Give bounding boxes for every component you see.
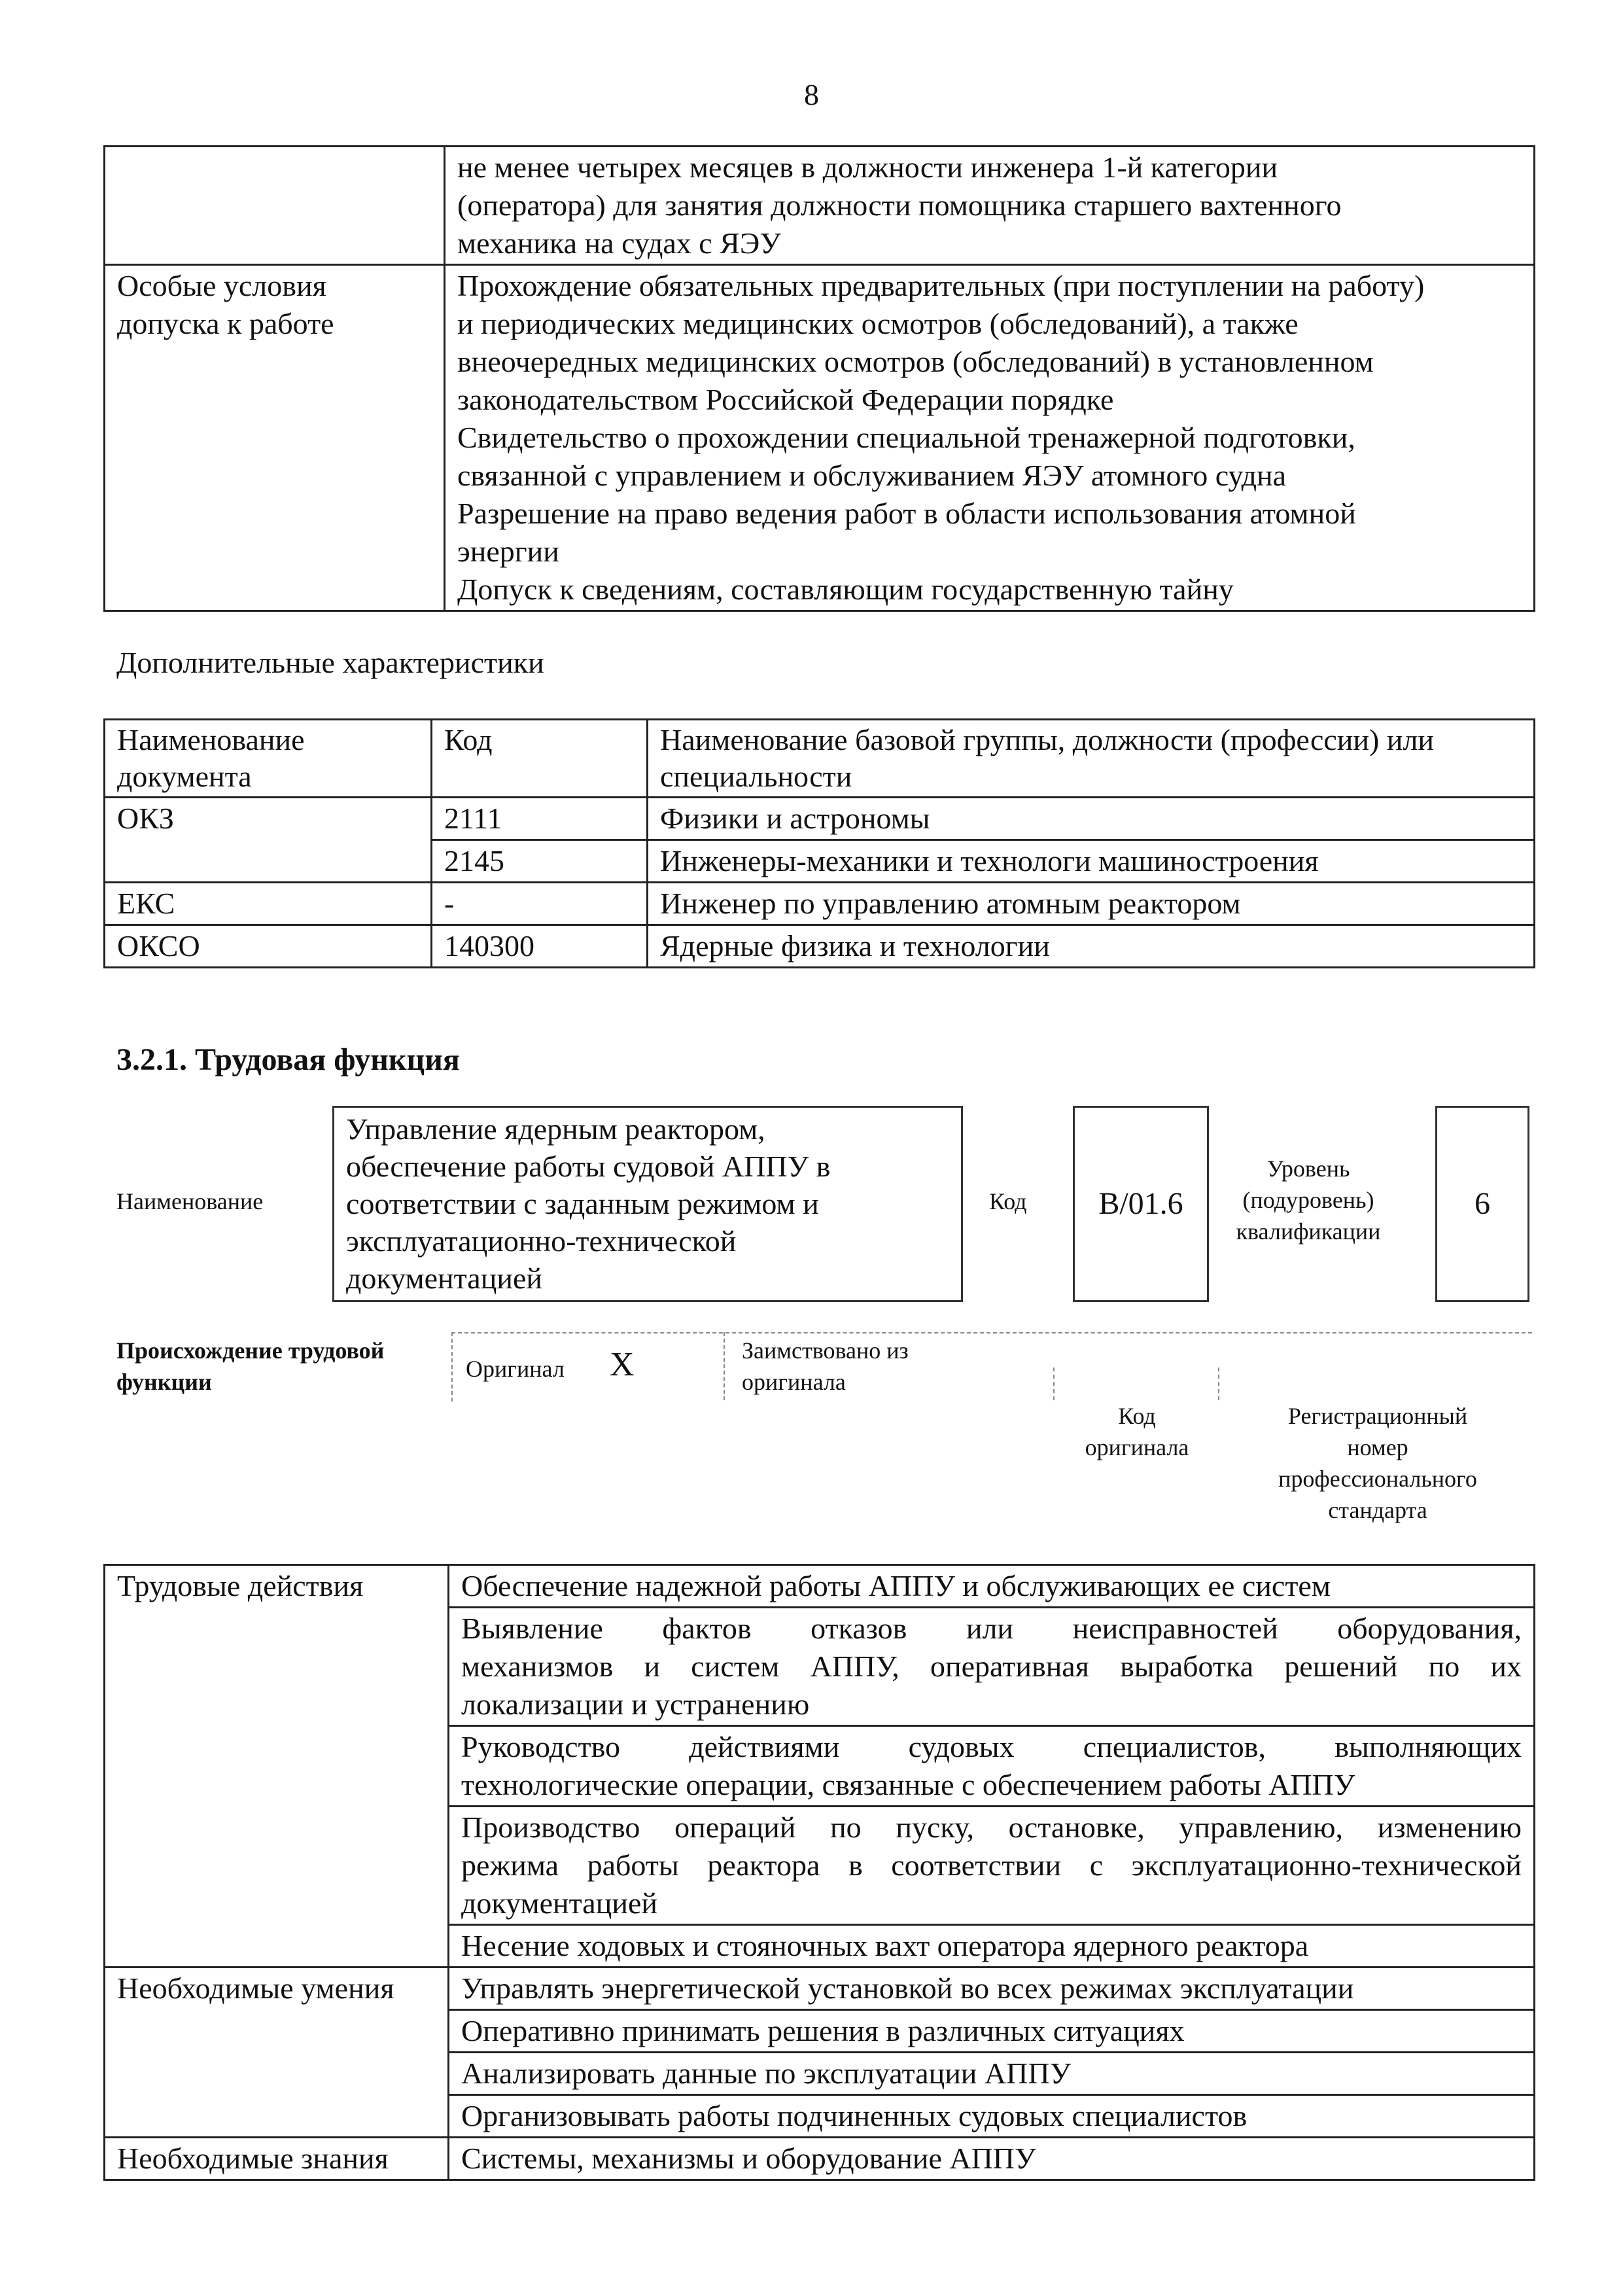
detail-cell: Оперативно принимать решения в различных ситуациях <box>449 2010 1535 2053</box>
name-label: Наименование <box>116 1188 264 1214</box>
experience-cell <box>445 147 1535 265</box>
origin-label: Происхождение трудовой функции <box>116 1337 385 1395</box>
detail-cell: Системы, механизмы и оборудование АППУ <box>449 2138 1535 2180</box>
additional-title: Дополнительные характеристики <box>116 646 544 679</box>
name-cell: Физики и астрономы <box>648 798 1535 840</box>
code-cell: 2111 <box>432 798 648 840</box>
detail-cell: Выявление фактов отказов или неисправностей оборудования, механизмов и систем АППУ, оперативная выработка решений по их локализации и устранению <box>449 1608 1535 1726</box>
level-label: Уровень (подуровень) квалификации <box>1236 1156 1381 1245</box>
special-conditions-label: Особые условия допуска к работе <box>105 265 445 611</box>
page-number: 8 <box>804 78 819 111</box>
name-cell: Ядерные физика и технологии <box>648 925 1535 968</box>
table-row <box>105 1807 1535 1925</box>
name-cell: Инженер по управлению атомным реактором <box>648 883 1535 925</box>
table-row <box>105 2095 1535 2138</box>
level-value-box: 6 <box>1435 1106 1529 1302</box>
detail-cell: Управлять энергетической установкой во всех режимах эксплуатации <box>449 1968 1535 2010</box>
section-heading: 3.2.1. Трудовая функция <box>116 1042 460 1077</box>
table-row <box>105 2010 1535 2053</box>
original-mark: X <box>610 1346 635 1383</box>
additional-table <box>103 718 1535 968</box>
origin-code-divider <box>1053 1368 1055 1400</box>
function-name-box: Управление ядерным реактором, обеспечение работы судовой АППУ в соответствии с заданным режимом и эксплуатационно-технической документацией <box>332 1106 963 1302</box>
table-row <box>105 265 1535 611</box>
group-label: Необходимые умения <box>105 1968 449 2010</box>
table-row <box>105 798 1535 840</box>
doc-cell <box>105 840 432 883</box>
doc-cell: ОКСО <box>105 925 432 968</box>
detail-cell: Организовывать работы подчиненных судовых специалистов <box>449 2095 1535 2138</box>
function-code-box: B/01.6 <box>1073 1106 1209 1302</box>
detail-cell: Руководство действиями судовых специалистов, выполняющих технологические операции, связанные с обеспечением работы АППУ <box>449 1726 1535 1807</box>
original-label: Оригинал <box>466 1356 565 1382</box>
column-header: Код <box>432 720 648 798</box>
text-line: (оператора) для занятия должности помощника старшего вахтенного <box>457 188 1342 222</box>
code-cell: - <box>432 883 648 925</box>
doc-cell: ЕКС <box>105 883 432 925</box>
conditions-table <box>103 145 1535 612</box>
table-row <box>105 2053 1535 2095</box>
borrowed-label: Заимствовано из оригинала <box>742 1337 909 1395</box>
table-row <box>105 1726 1535 1807</box>
name-cell: Инженеры-механики и технологи машиностроения <box>648 840 1535 883</box>
special-conditions-text: Прохождение обязательных предварительных (при поступлении на работу) и периодических медицинских осмотров (обследований), а также внеочередных медицинских осмотров (обследований) в установленном законодательством Российской Федерации порядке Свидетельство о прохождении специальной тренажерной подготовки, связанной с управлением и обслуживанием ЯЭУ атомного судна Разрешение на право ведения работ в области использования атомной энергии Допуск к сведениям, составляющим государственную тайну <box>445 265 1535 611</box>
code-cell: 140300 <box>432 925 648 968</box>
code-original-label: Код оригинала <box>1085 1403 1189 1460</box>
reg-number-label: Регистрационный номер профессионального стандарта <box>1278 1403 1477 1523</box>
code-cell: 2145 <box>432 840 648 883</box>
table-row <box>105 883 1535 925</box>
detail-cell: Анализировать данные по эксплуатации АППУ <box>449 2053 1535 2095</box>
table-row <box>105 1565 1535 1608</box>
table-header-row <box>105 720 1535 798</box>
doc-cell: ОКЗ <box>105 798 432 840</box>
detail-cell: Несение ходовых и стояночных вахт оператора ядерного реактора <box>449 1925 1535 1968</box>
table-row <box>105 925 1535 968</box>
table-row <box>105 1968 1535 2010</box>
code-label: Код <box>989 1188 1027 1214</box>
detail-cell: Производство операций по пуску, остановке, управлению, изменению режима работы реактора в соответствии с эксплуатационно-технической документацией <box>449 1807 1535 1925</box>
conditions-label-cell <box>105 147 445 265</box>
table-row <box>105 2138 1535 2180</box>
text-line: механика на судах с ЯЭУ <box>457 226 781 260</box>
text-line: не менее четырех месяцев в должности инженера 1-й категории <box>457 150 1278 184</box>
table-row <box>105 1925 1535 1968</box>
group-label: Необходимые знания <box>105 2138 449 2180</box>
details-table <box>103 1564 1535 2181</box>
table-row <box>105 147 1535 265</box>
table-row <box>105 840 1535 883</box>
group-label: Трудовые действия <box>105 1565 449 1608</box>
column-header: Наименование базовой группы, должности (профессии) или специальности <box>648 720 1535 798</box>
table-row <box>105 1608 1535 1726</box>
origin-reg-divider <box>1218 1368 1219 1400</box>
column-header: Наименование документа <box>105 720 432 798</box>
detail-cell: Обеспечение надежной работы АППУ и обслуживающих ее систем <box>449 1565 1535 1608</box>
